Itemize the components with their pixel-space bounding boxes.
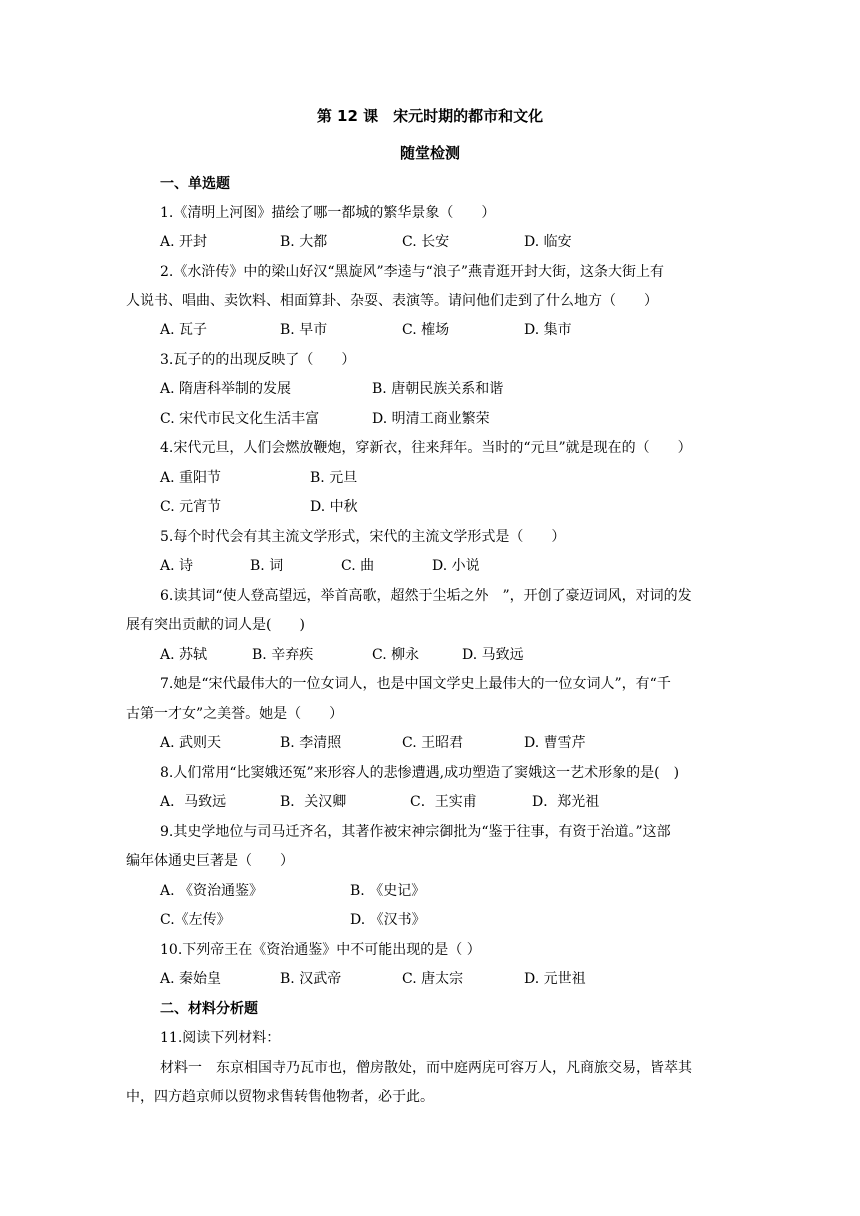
option-d: D. 中秋: [310, 499, 358, 515]
option-c: C. 柳永: [372, 647, 420, 663]
question-1: 1.《清明上河图》描绘了哪一都城的繁华景象（ ）: [160, 205, 496, 221]
option-d: D．郑光祖: [532, 794, 600, 810]
option-c: C. 榷场: [402, 322, 450, 338]
option-c: C. 长安: [402, 234, 450, 250]
option-a: A. 开封: [160, 234, 208, 250]
question-4: 4.宋代元旦，人们会燃放鞭炮，穿新衣，往来拜年。当时的“元旦”就是现在的（ ）: [160, 440, 692, 456]
question-5: 5.每个时代会有其主流文学形式，宋代的主流文学形式是（ ）: [160, 529, 566, 545]
question-8: 8.人们常用“比窦娥还冤”来形容人的悲惨遭遇,成功塑造了窦娥这一艺术形象的是( ): [160, 765, 680, 781]
option-d: D. 《汉书》: [350, 912, 426, 928]
option-b: B. 汉武帝: [280, 971, 342, 987]
option-b: B. 辛弃疾: [252, 647, 314, 663]
question-2-line-1: 2.《水浒传》中的梁山好汉“黑旋风”李逵与“浪子”燕青逛开封大街，这条大街上有: [160, 264, 664, 280]
option-b: B. 李清照: [280, 735, 342, 751]
material-1-line-2: 中，四方趋京师以贸物求售转售他物者，必于此。: [126, 1089, 434, 1105]
option-b: B. 《史记》: [350, 883, 426, 899]
option-c: C．王实甫: [410, 794, 477, 810]
option-b: B. 早市: [280, 322, 328, 338]
option-c: C. 王昭君: [402, 735, 464, 751]
option-c: C. 曲: [341, 558, 375, 574]
option-d: D. 元世祖: [524, 971, 586, 987]
option-d: D. 马致远: [462, 647, 524, 663]
option-a: A．马致远: [160, 794, 227, 810]
question-2-line-2: 人说书、唱曲、卖饮料、相面算卦、杂耍、表演等。请问他们走到了什么地方（ ）: [126, 293, 658, 309]
option-a: A. 重阳节: [160, 470, 222, 486]
option-a: A. 隋唐科举制的发展: [160, 381, 292, 397]
option-b: B．关汉卿: [280, 794, 347, 810]
option-a: A. 诗: [160, 558, 194, 574]
question-7-line-1: 7.她是“宋代最伟大的一位女词人，也是中国文学史上最伟大的一位女词人”，有“千: [160, 676, 671, 692]
question-9-line-2: 编年体通史巨著是（ ）: [126, 853, 294, 869]
option-b: B. 词: [250, 558, 284, 574]
option-b: B. 唐朝民族关系和谐: [372, 381, 504, 397]
option-d: D. 小说: [432, 558, 480, 574]
question-6-line-2: 展有突出贡献的词人是( ): [126, 617, 305, 633]
question-10: 10.下列帝王在《资治通鉴》中不可能出现的是（ ）: [160, 942, 481, 958]
lesson-subtitle: 随堂检测: [399, 144, 460, 162]
material-1-line-1: 材料一 东京相国寺乃瓦市也，僧房散处，而中庭两庑可容万人，凡商旅交易，皆萃其: [160, 1060, 692, 1076]
option-b: B. 元旦: [310, 470, 358, 486]
option-a: A. 武则天: [160, 735, 222, 751]
option-a: A. 瓦子: [160, 322, 208, 338]
lesson-title: 第 12 课 宋元时期的都市和文化: [316, 107, 544, 125]
section-heading-single-choice: 一、单选题: [160, 176, 230, 192]
option-a: A. 《资治通鉴》: [160, 883, 264, 899]
option-d: D. 明清工商业繁荣: [372, 411, 490, 427]
option-c: C. 宋代市民文化生活丰富: [160, 411, 320, 427]
question-6-line-1: 6.读其词“使人登高望远，举首高歌，超然于尘垢之外 ”，开创了豪迈词风，对词的发: [160, 588, 692, 604]
option-c: C. 唐太宗: [402, 971, 464, 987]
option-c: C. 元宵节: [160, 499, 222, 515]
option-d: D. 集市: [524, 322, 572, 338]
option-a: A. 秦始皇: [160, 971, 222, 987]
option-a: A. 苏轼: [160, 647, 208, 663]
question-7-line-2: 古第一才女”之美誉。她是（ ）: [126, 706, 344, 722]
question-3: 3.瓦子的的出现反映了（ ）: [160, 352, 356, 368]
question-9-line-1: 9.其史学地位与司马迁齐名，其著作被宋神宗御批为“鉴于往事，有资于治道。”这部: [160, 824, 671, 840]
option-b: B. 大都: [280, 234, 328, 250]
section-heading-material-analysis: 二、材料分析题: [160, 1001, 258, 1017]
question-11: 11.阅读下列材料：: [160, 1030, 281, 1046]
option-d: D. 临安: [524, 234, 572, 250]
option-d: D. 曹雪芹: [524, 735, 586, 751]
option-c: C.《左传》: [160, 912, 231, 928]
